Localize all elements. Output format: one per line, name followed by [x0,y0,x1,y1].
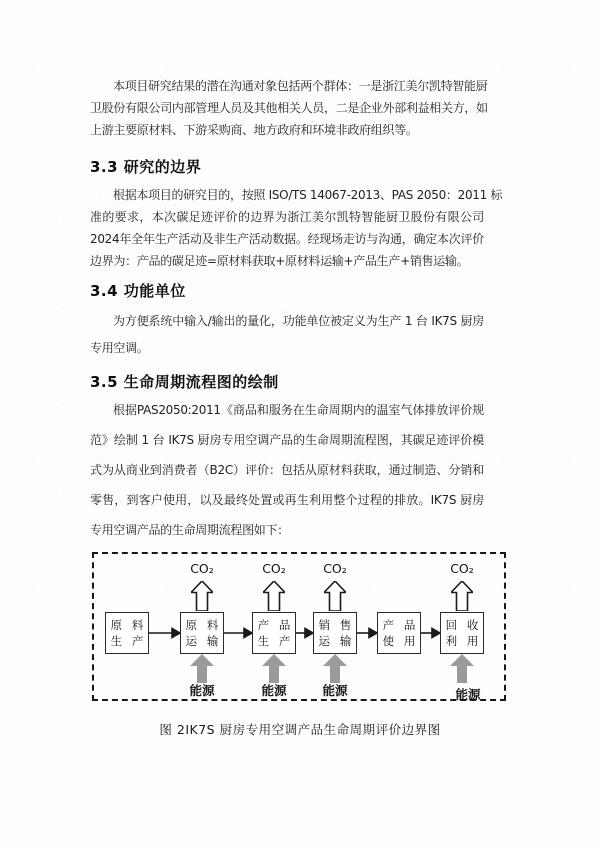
section-heading-3-5: 3.5 生命周期流程图的绘制 [90,373,279,391]
section-heading-3-4: 3.4 功能单位 [90,282,186,300]
paragraph-line: 式为从商业到消费者（B2C）评价：包括从原材料获取，通过制造、分销和 [90,463,484,477]
stage-box [180,612,224,654]
stage-label-line2: 利 用 [445,634,482,648]
co2-up-arrow-icon [324,581,346,611]
stage-box [440,612,484,654]
stage-sales-transport [313,554,357,699]
stage-raw-material-transport [180,554,224,699]
stage-label-line2: 生 产 [257,634,294,648]
co2-emission-label: CO₂ [450,561,474,576]
intro-paragraph [90,75,488,141]
paragraph-line: 专用空调。 [90,341,149,355]
paragraph-line: 本项目研究结果的潜在沟通对象包括两个群体：一是浙江美尔凯特智能厨 [113,79,488,93]
stage-recycling [440,554,484,702]
stage-label-line1: 产 品 [382,618,419,632]
energy-up-arrow-icon [323,654,347,683]
lifecycle-flowchart [92,552,506,701]
energy-input-label: 能源 [322,683,348,698]
section-3-4-paragraph [90,308,484,362]
stage-label-line2: 运 输 [185,634,222,648]
co2-emission-label: CO₂ [190,561,214,576]
stage-label-line2: 使 用 [382,634,419,648]
paragraph-line: 2024年全年生产活动及非生产活动数据。经现场走访与沟通，确定本次评价 [90,232,484,246]
paragraph-line: 上游主要原材料、下游采购商、地方政府和环境非政府组织等。 [90,123,418,137]
stage-box [252,612,296,654]
stage-box [313,612,357,654]
energy-up-arrow-icon [450,654,474,683]
paragraph-line: 准的要求，本次碳足迹评价的边界为浙江美尔凯特智能厨卫股份有限公司 [90,210,484,224]
co2-up-arrow-icon [191,581,213,611]
paragraph-line: 根据本项目的研究目的，按照 ISO/TS 14067-2013、PAS 2050：2011 标 [113,188,503,202]
stage-label-line1: 回 收 [445,618,482,632]
energy-input-label: 能源 [261,683,287,698]
energy-up-arrow-icon [262,654,286,683]
stage-label-line2: 生 产 [110,634,147,648]
energy-up-arrow-icon [190,654,214,683]
stage-label-line1: 产 品 [257,618,294,632]
paragraph-line: 为方便系统中输入/输出的量化，功能单位被定义为生产 1 台 IK7S 厨房 [113,314,484,328]
paragraph-line: 零售，到客户使用，以及最终处置或再生利用整个过程的排放。IK7S 厨房 [90,493,484,507]
paragraph-line: 范》绘制 1 台 IK7S 厨房专用空调产品的生命周期流程图，其碳足迹评价模 [90,433,484,447]
stage-label-line1: 原 料 [110,618,147,632]
stage-box [377,612,421,654]
energy-input-label: 能源 [455,687,481,702]
co2-emission-label: CO₂ [262,561,286,576]
paragraph-line: 专用空调产品的生命周期流程图如下： [90,523,289,537]
stage-raw-material-production [105,554,149,699]
stage-product-production [252,554,296,699]
stage-box [105,612,149,654]
figure-caption: 图 2IK7S 厨房专用空调产品生命周期评价边界图 [159,722,441,737]
section-3-3-paragraph [90,184,503,272]
paragraph-line: 边界为：产品的碳足迹=原材料获取+原材料运输+产品生产+销售运输。 [90,254,469,268]
co2-up-arrow-icon [451,581,473,611]
co2-up-arrow-icon [263,581,285,611]
stage-product-use [377,554,421,699]
stage-label-line2: 运 输 [318,634,355,648]
section-heading-3-3: 3.3 研究的边界 [90,158,202,176]
paragraph-line: 卫股份有限公司内部管理人员及其他相关人员，二是企业外部利益相关方，如 [90,101,488,115]
paragraph-line: 根据PAS2050:2011《商品和服务在生命周期内的温室气体排放评价规 [113,403,484,417]
stage-label-line1: 销 售 [318,618,355,632]
co2-emission-label: CO₂ [323,561,347,576]
section-3-5-paragraph [90,395,484,545]
energy-input-label: 能源 [189,683,215,698]
stage-label-line1: 原 料 [185,618,222,632]
